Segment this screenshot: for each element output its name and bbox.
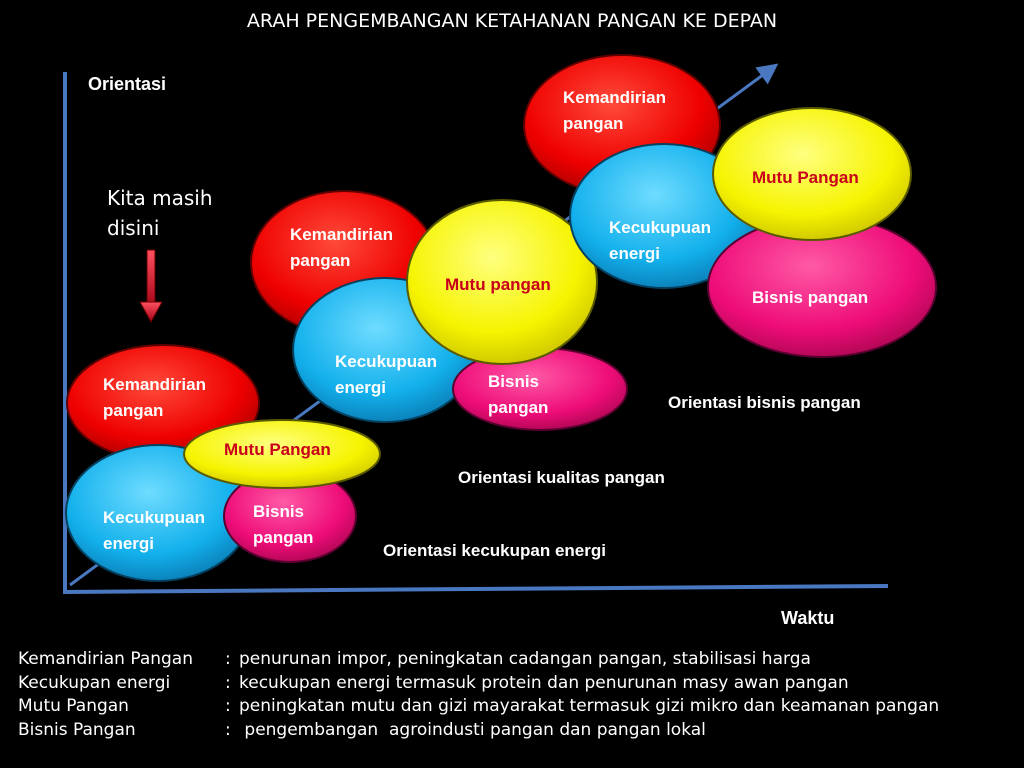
cluster-3-bisnis-label: Bisnis pangan <box>752 288 869 307</box>
caption-kualitas: Orientasi kualitas pangan <box>458 468 665 487</box>
legend-desc: peningkatan mutu dan gizi mayarakat termasuk gizi mikro dan keamanan pangan <box>239 696 940 716</box>
cluster-2-bisnis-label: Bisnis pangan <box>488 372 549 418</box>
legend-sep: : <box>225 649 231 669</box>
caption-bisnis: Orientasi bisnis pangan <box>668 393 861 412</box>
cluster-1-mutu-label: Mutu Pangan <box>224 440 331 459</box>
cluster-3-kecukupan-label: Kecukupuan energi <box>609 218 712 264</box>
legend-desc: penurunan impor, peningkatan cadangan pangan, stabilisasi harga <box>239 649 811 669</box>
legend-desc: kecukupan energi termasuk protein dan penurunan masy awan pangan <box>239 672 849 693</box>
cluster-1-bisnis-label: Bisnis pangan <box>253 502 314 548</box>
marker-arrow <box>140 250 162 322</box>
cluster-1-kecukupan-label: Kecukupuan energi <box>103 508 206 554</box>
legend-term: Bisnis Pangan <box>18 719 136 740</box>
x-axis <box>63 586 888 592</box>
caption-kecukupan: Orientasi kecukupan energi <box>383 541 606 560</box>
legend <box>18 648 1018 742</box>
legend-term: Mutu Pangan <box>18 696 129 716</box>
marker-text: Kita masih disini <box>107 186 213 240</box>
legend-sep: : <box>225 719 231 740</box>
y-axis-label: Orientasi <box>88 74 167 94</box>
legend-sep: : <box>225 672 231 693</box>
legend-row <box>18 719 1018 743</box>
legend-desc: pengembangan agroindusti pangan dan pangan lokal <box>239 719 706 740</box>
legend-term: Kemandirian Pangan <box>18 649 193 669</box>
cluster-2-kemandirian-label: Kemandirian pangan <box>290 225 393 271</box>
legend-sep: : <box>225 696 231 716</box>
cluster-2-mutu-label: Mutu pangan <box>445 275 551 294</box>
legend-row <box>18 648 1018 672</box>
x-axis-label: Waktu <box>781 608 835 628</box>
legend-term: Kecukupan energi <box>18 672 171 693</box>
slide-title: ARAH PENGEMBANGAN KETAHANAN PANGAN KE DEPAN <box>246 10 778 32</box>
cluster-1-kemandirian-label: Kemandirian pangan <box>103 375 206 421</box>
cluster-3-kemandirian-label: Kemandirian pangan <box>563 88 666 134</box>
legend-row <box>18 672 1018 696</box>
cluster-3-mutu-label: Mutu Pangan <box>752 168 859 187</box>
legend-row <box>18 695 1018 719</box>
cluster-2-kecukupan-label: Kecukupuan energi <box>335 352 438 398</box>
